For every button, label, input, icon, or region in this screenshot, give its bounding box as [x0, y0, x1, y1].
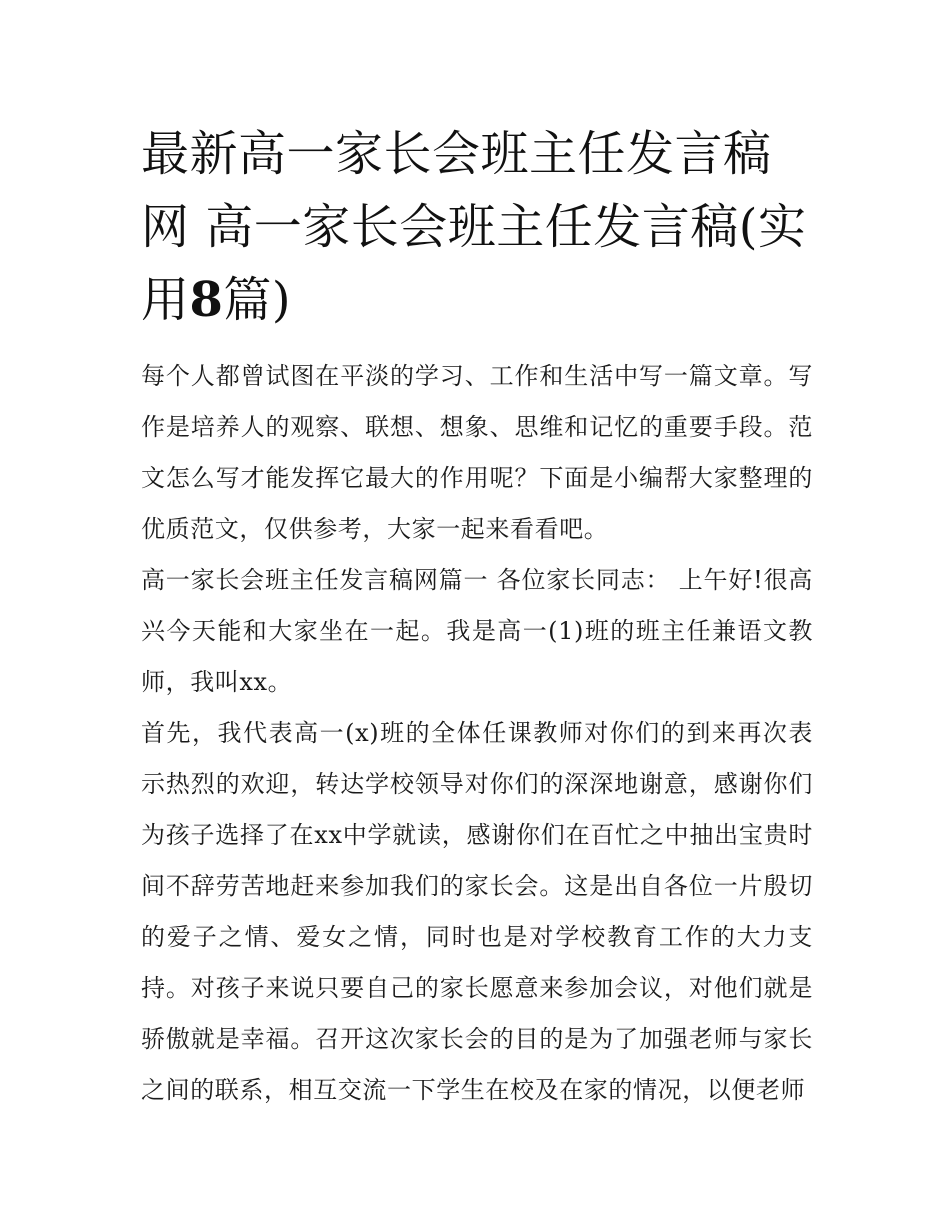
title-number: 8 — [189, 272, 224, 328]
title-text-part2: 篇) — [223, 272, 292, 328]
paragraph-intro: 每个人都曾试图在平淡的学习、工作和生活中写一篇文章。写作是培养人的观察、联想、想象、思维和记忆的重要手段。范文怎么写才能发挥它最大的作用呢？下面是小编帮大家整理的优质范文，仅供参考，大家一起来看看吧。 — [141, 362, 813, 543]
paragraph-greeting: 高一家长会班主任发言稿网篇一 各位家长同志： 上午好!很高兴今天能和大家坐在一起。我是高一(1)班的班主任兼语文教师，我叫xx。 — [141, 566, 813, 696]
document-body — [141, 118, 813, 1116]
title-text-part1: 最新高一家长会班主任发言稿网 高一家长会班主任发言稿(实用 — [141, 126, 807, 328]
paragraph-welcome: 首先，我代表高一(x)班的全体任课教师对你们的到来再次表示热烈的欢迎，转达学校领导对你们的深深地谢意，感谢你们为孩子选择了在xx中学就读，感谢你们在百忙之中抽出宝贵时间不辞劳苦地赶来参加我们的家长会。这是出自各位一片殷切的爱子之情、爱女之情，同时也是对学校教育工作的大力支持。对孩子来说只要自己的家长愿意来参加会议，对他们就是骄傲就是幸福。召开这次家长会的目的是为了加强老师与家长之间的联系，相互交流一下学生在校及在家的情况，以便老师 — [141, 719, 813, 1104]
document-title — [141, 118, 813, 337]
